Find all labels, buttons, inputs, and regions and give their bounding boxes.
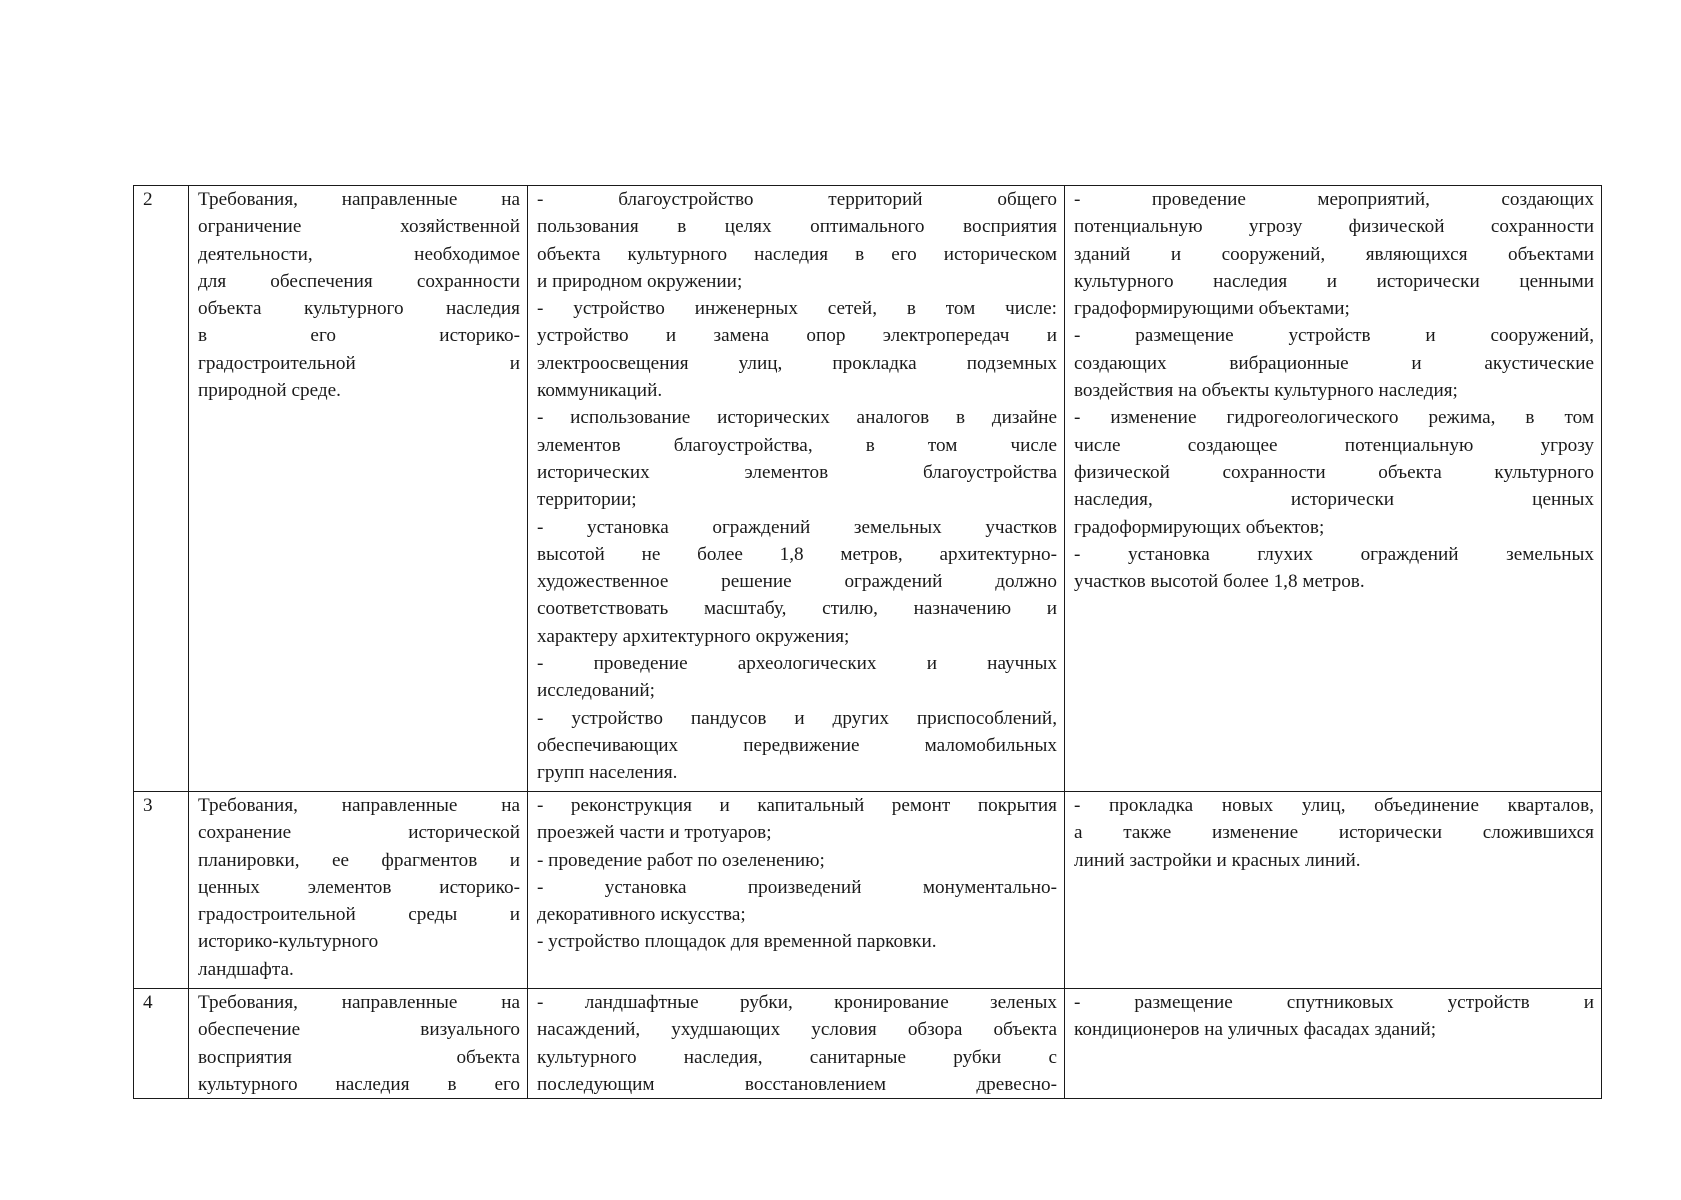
cell-text-line: - проведение работ по озеленению; [537,849,825,871]
cell-text-line: наследия, исторически ценных [1074,489,1594,511]
cell-text-line: Требования, направленные на [198,992,520,1013]
requirements-table [133,185,1602,1099]
cell-text-line: - проведение археологических и научных [537,653,1057,675]
cell-text-line: проезжей части и тротуаров; [537,822,772,844]
cell-text-line: - установка глухих ограждений земельных [1074,543,1594,565]
cell-text-line: - ландшафтные рубки, кронирование зеленых [537,992,1057,1013]
allowed-works-cell [528,186,1065,792]
cell-text-line: - устройство пандусов и других приспособлений, [537,707,1057,729]
cell-text-line: потенциальную угрозу физической сохранности [1074,216,1594,238]
cell-text-line: устройство и замена опор электропередач и [537,325,1057,347]
cell-text-line: Требования, направленные на [198,189,520,210]
cell-text-line: культурного наследия, санитарные рубки с [537,1046,1057,1068]
cell-text-line: культурного наследия и исторически ценными [1074,270,1594,292]
forbidden-works-cell [1065,186,1602,792]
row-number-cell: 2 [134,186,189,792]
cell-text-line: - устройство площадок для временной парковки. [537,931,937,953]
cell-text-line: - благоустройство территорий общего [537,189,1057,210]
cell-text-line: кондиционеров на уличных фасадах зданий; [1074,1019,1437,1041]
cell-text-line: и природном окружении; [537,270,743,292]
cell-text-line: - реконструкция и капитальный ремонт покрытия [537,795,1057,816]
cell-text-line: соответствовать масштабу, стилю, назначению и [537,598,1057,620]
table-body [134,186,1602,1099]
cell-text-line: территории; [537,489,637,511]
cell-text-line: числе создающее потенциальную угрозу [1074,434,1594,456]
cell-text-line: объекта культурного наследия в его историческом [537,243,1057,265]
cell-text-line: зданий и сооружений, являющихся объектами [1074,243,1594,265]
cell-text-line: культурного наследия в его [198,1073,520,1095]
cell-text-line: художественное решение ограждений должно [537,571,1057,593]
cell-text-line: пользования в целях оптимального восприятия [537,216,1057,238]
cell-text-line: - установка ограждений земельных участков [537,516,1057,538]
cell-text-line: обеспечение визуального [198,1019,520,1041]
cell-text-line: элементов благоустройства, в том числе [537,434,1057,456]
allowed-works-cell [528,792,1065,989]
cell-text-line: электроосвещения улиц, прокладка подземных [537,352,1057,374]
cell-text-line: - размещение устройств и сооружений, [1074,325,1594,347]
cell-text-line: воздействия на объекты культурного наследия; [1074,380,1458,402]
cell-text-line: - устройство инженерных сетей, в том числе: [537,298,1057,320]
forbidden-works-cell [1065,989,1602,1099]
cell-text-line: историко-культурного [198,931,379,953]
cell-text-line: а также изменение исторически сложившихся [1074,822,1594,844]
cell-text-line: - использование исторических аналогов в дизайне [537,407,1057,429]
cell-text-line: ландшафта. [198,958,294,980]
cell-text-line: - размещение спутниковых устройств и [1074,992,1594,1013]
row-number-cell: 4 [134,989,189,1099]
cell-text-line: ценных элементов историко- [198,876,520,898]
cell-text-line: групп населения. [537,762,678,784]
cell-text-line: Требования, направленные на [198,795,520,816]
cell-text-line: - прокладка новых улиц, объединение кварталов, [1074,795,1594,816]
table-row [134,792,1602,989]
cell-text-line: последующим восстановлением древесно- [537,1073,1057,1095]
cell-text-line: - изменение гидрогеологического режима, в том [1074,407,1594,429]
cell-text-line: градоформирующими объектами; [1074,298,1350,320]
cell-text-line: насаждений, ухудшающих условия обзора объекта [537,1019,1057,1041]
cell-text-line: участков высотой более 1,8 метров. [1074,571,1365,593]
cell-text-line: градостроительной среды и [198,904,520,926]
cell-text-line: планировки, ее фрагментов и [198,849,520,871]
cell-text-line: восприятия объекта [198,1046,520,1068]
cell-text-line: градоформирующих объектов; [1074,516,1325,538]
cell-text-line: высотой не более 1,8 метров, архитектурно- [537,543,1057,565]
cell-text-line: - установка произведений монументально- [537,876,1057,898]
forbidden-works-cell [1065,792,1602,989]
cell-text-line: для обеспечения сохранности [198,270,520,292]
cell-text-line: градостроительной и [198,352,520,374]
cell-text-line: объекта культурного наследия [198,298,520,320]
cell-text-line: линий застройки и красных линий. [1074,849,1361,871]
cell-text-line: декоративного искусства; [537,904,746,926]
requirement-cell [189,792,528,989]
cell-text-line: природной среде. [198,380,341,402]
cell-text-line: деятельности, необходимое [198,243,520,265]
requirement-cell [189,989,528,1099]
cell-text-line: обеспечивающих передвижение маломобильных [537,734,1057,756]
row-number-cell: 3 [134,792,189,989]
table-row [134,989,1602,1099]
cell-text-line: исследований; [537,680,655,702]
cell-text-line: сохранение исторической [198,822,520,844]
cell-text-line: коммуникаций. [537,380,663,402]
requirement-cell [189,186,528,792]
cell-text-line: исторических элементов благоустройства [537,461,1057,483]
cell-text-line: в его историко- [198,325,520,347]
cell-text-line: - проведение мероприятий, создающих [1074,189,1594,210]
cell-text-line: создающих вибрационные и акустические [1074,352,1594,374]
cell-text-line: характеру архитектурного окружения; [537,625,850,647]
table-row [134,186,1602,792]
cell-text-line: физической сохранности объекта культурного [1074,461,1594,483]
allowed-works-cell [528,989,1065,1099]
cell-text-line: ограничение хозяйственной [198,216,520,238]
